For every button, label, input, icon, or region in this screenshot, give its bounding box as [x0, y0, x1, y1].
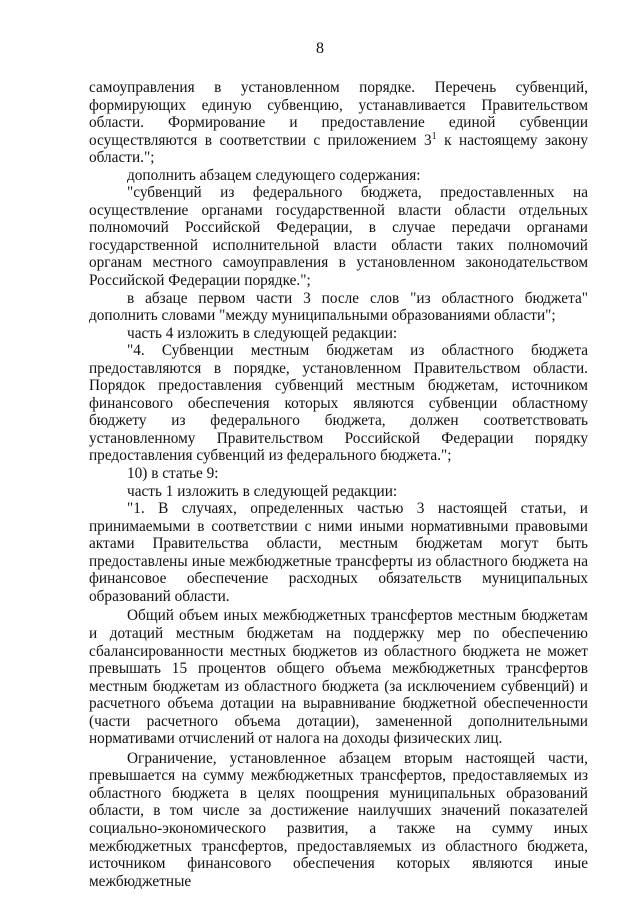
- paragraph-part4-intro: часть 4 изложить в следующей редакции:: [127, 324, 398, 342]
- superscript-index: 1: [431, 130, 437, 142]
- paragraph-article9-heading: 10) в статье 9:: [127, 465, 219, 483]
- paragraph-total-volume: Общий объем иных межбюджетных трансфертов местным бюджетам и дотаций местным бюджетам на поддержку мер по обеспечению сбалансированности местных бюджетов из областного бюджета не может превышать 15 процентов общего объема межбюджетных трансфертов местным бюджетам из областного бюджета (за исключением субвенций) и расчетного объема дотации на выравнивание бюджетной обеспеченности (части расчетного объема дотации), замененной дополнительными нормативами отчислений от налога на доходы физических лиц.: [89, 607, 588, 748]
- paragraph-text: самоуправления в установленном порядке. Перечень субвенций, формирующих единую субвенцию, устанавливается Правительством области. Формирование и предоставление единой субвенции осуществляются в соответствии с приложением 3: [89, 79, 588, 149]
- paragraph-limitation: Ограничение, установленное абзацем вторым настоящей части, превышается на сумму межбюджетных трансфертов, предоставляемых из областного бюджета в целях поощрения муниципальных образований области, в том числе за достижение наилучших значений показателей социально-экономического развития, а также на сумму иных межбюджетных трансфертов, предоставляемых из областного бюджета, источником финансового обеспечения которых являются иные межбюджетные: [89, 749, 588, 890]
- paragraph-continuation: [89, 79, 588, 167]
- paragraph-part1-clause1: "1. В случаях, определенных частью 3 настоящей статьи, и принимаемыми в соответствии с ними иными нормативными правовыми актами Правительства области, местным бюджетам могут быть предоставлены иные межбюджетные трансферты из областного бюджета на финансовое обеспечение расходных обязательств муниципальных образований области.: [89, 500, 588, 605]
- document-body: [89, 79, 588, 890]
- paragraph-quoted-subventions: "субвенций из федерального бюджета, предоставленных на осуществление органами государственной власти области отдельных полномочий Российской Федерации, в случае передачи органами государственной исполнительной власти области таких полномочий органам местного самоуправления в установленном законодательством Российской Федерации порядке.";: [89, 184, 588, 290]
- paragraph-part1-intro: часть 1 изложить в следующей редакции:: [127, 482, 398, 500]
- page-number: 8: [316, 40, 324, 57]
- paragraph-part4-text: "4. Субвенции местным бюджетам из областного бюджета предоставляются в порядке, установленном Правительством области. Порядок предоставления субвенций местным бюджетам, источником финансового обеспечения которых являются субвенции областному бюджету из федерального бюджета, должен соответствовать установленному Правительством Российской Федерации порядку предоставления субвенций из федерального бюджета.";: [89, 342, 588, 465]
- paragraph-part3-amendment: в абзаце первом части 3 после слов "из областного бюджета" дополнить словами "между муниципальными образованиями области";: [89, 289, 588, 325]
- paragraph-text: к настоящему закону области.";: [89, 131, 588, 167]
- paragraph-amendment-intro: дополнить абзацем следующего содержания:: [127, 166, 421, 184]
